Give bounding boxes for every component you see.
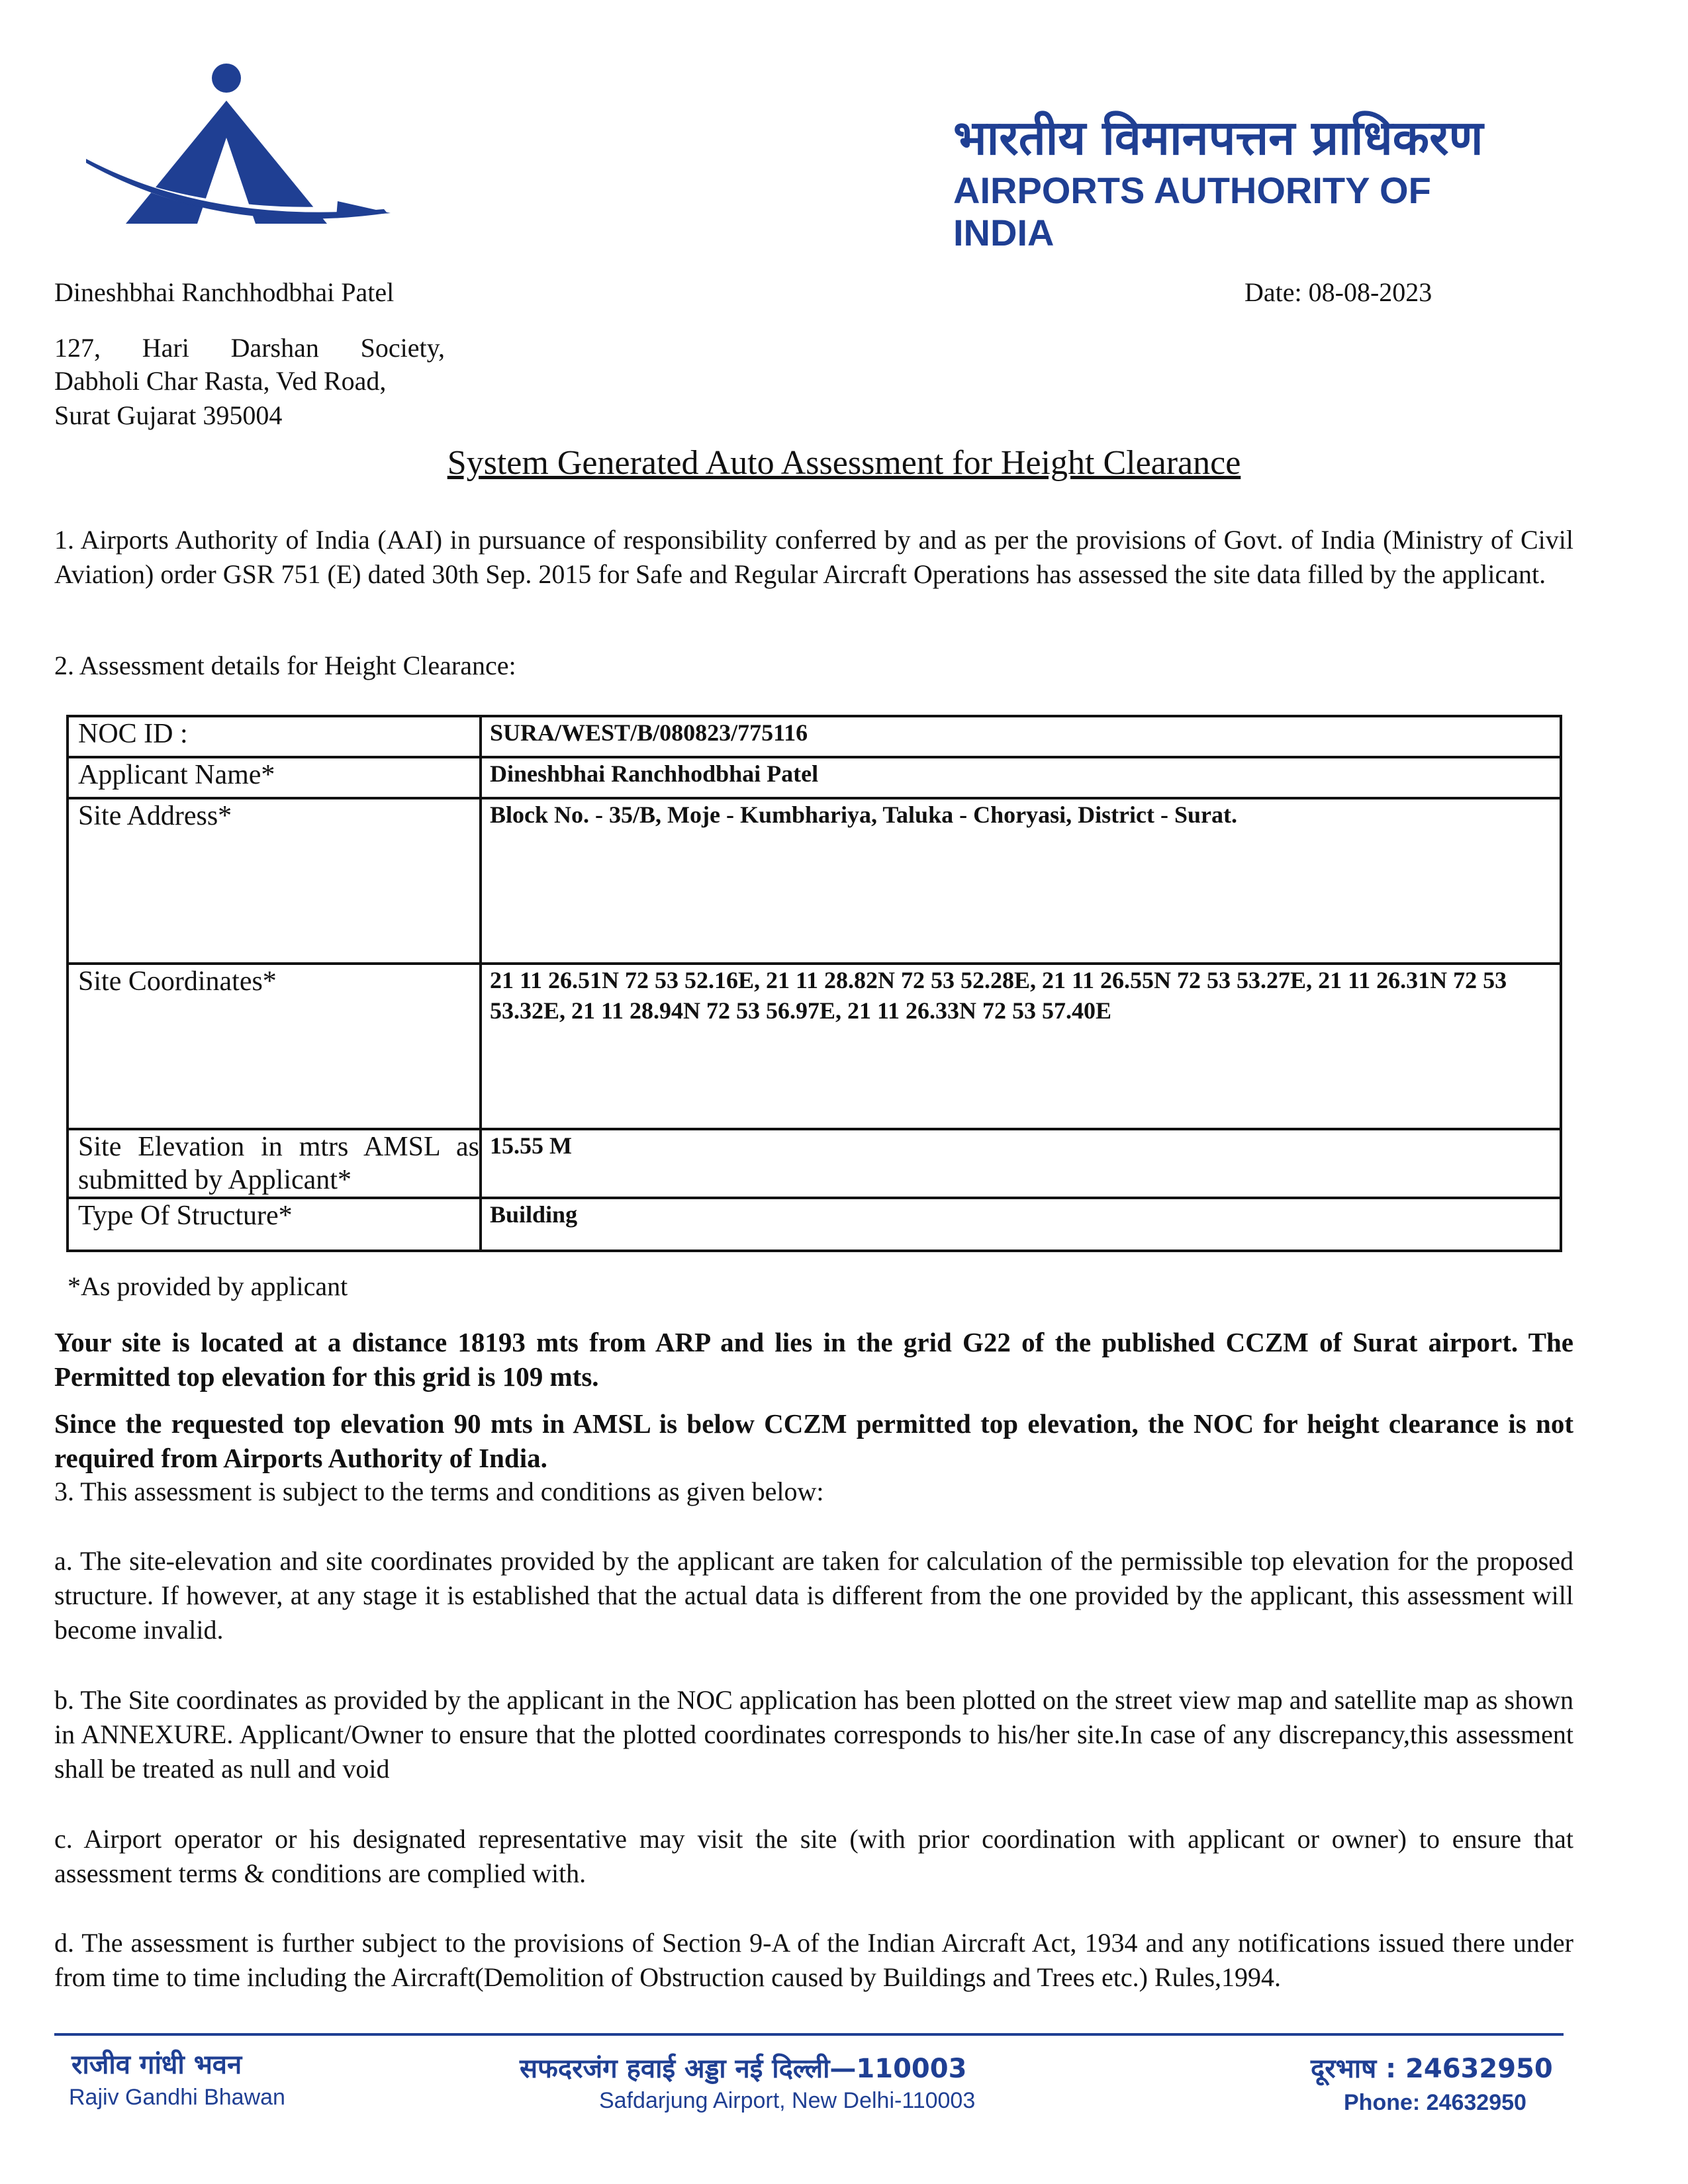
org-name-hindi: भारतीय विमानपत्तन प्राधिकरण [953, 110, 1483, 165]
table-row [68, 964, 1561, 1129]
footer-phone-english: Phone: 24632950 [1344, 2090, 1526, 2115]
recipient-name: Dineshbhai Ranchhodbhai Patel [54, 277, 395, 307]
paragraph-terms-heading: 3. This assessment is subject to the terms and conditions as given below: [54, 1477, 824, 1506]
document-title: System Generated Auto Assessment for Height Clearance [447, 444, 1241, 482]
noc-id-label: NOC ID : [68, 716, 481, 757]
site-address-label: Site Address* [68, 798, 481, 964]
structure-type-value: Building [481, 1198, 1561, 1251]
footnote: *As provided by applicant [68, 1271, 348, 1301]
paragraph-responsibility: 1. Airports Authority of India (AAI) in pursuance of responsibility conferred by and as per the provisions of Govt. of India (Ministry of Civil Aviation) order GSR 751 (E) dated 30th Sep. 2015 for Safe and Regular Aircraft Operations has assessed the site data filled by the applicant. [54, 525, 1573, 589]
site-coordinates-value: 21 11 26.51N 72 53 52.16E, 21 11 28.82N 72 53 52.28E, 21 11 26.55N 72 53 53.27E, 21 11 26.31N 72 53 53.32E, 21 11 28.94N 72 53 56.97E, 21 11 26.33N 72 53 57.40E [481, 964, 1561, 1129]
footer-building-hindi: राजीव गांधी भवन [71, 2050, 242, 2080]
paragraph-site-location: Your site is located at a distance 18193 mts from ARP and lies in the grid G22 of the published CCZM of Surat airport. The Permitted top elevation for this grid is 109 mts. [54, 1327, 1573, 1392]
footer-location-english: Safdarjung Airport, New Delhi-110003 [599, 2088, 976, 2113]
applicant-name-label: Applicant Name* [68, 757, 481, 798]
table-row [68, 798, 1561, 964]
paragraph-assessment-heading: 2. Assessment details for Height Clearance: [54, 651, 516, 680]
footer-location-hindi: सफदरजंग हवाई अड्डा नई दिल्ली—110003 [520, 2054, 967, 2084]
site-elevation-value: 15.55 M [481, 1129, 1561, 1198]
org-name-english: AIRPORTS AUTHORITY OF INDIA [953, 169, 1431, 253]
site-address-value: Block No. - 35/B, Moje - Kumbhariya, Taluka - Choryasi, District - Surat. [481, 798, 1561, 964]
condition-d: d. The assessment is further subject to the provisions of Section 9-A of the Indian Aircraft Act, 1934 and any notifications issued there under from time to time including the Aircraft(Demolition of Obstruction caused by Buildings and Trees etc.) Rules,1994. [54, 1928, 1573, 1992]
applicant-name-value: Dineshbhai Ranchhodbhai Patel [481, 757, 1561, 798]
footer-divider [54, 2033, 1564, 2036]
footer-building-english: Rajiv Gandhi Bhawan [69, 2085, 285, 2110]
footer-phone-hindi: दूरभाष : 24632950 [1311, 2054, 1553, 2084]
recipient-address-line: 127, Hari Darshan Society, [54, 333, 445, 363]
assessment-details-table [66, 715, 1562, 1252]
paragraph-noc-not-required: Since the requested top elevation 90 mts in AMSL is below CCZM permitted top elevation, the NOC for height clearance is not required from Airports Authority of India. [54, 1408, 1573, 1473]
condition-c: c. Airport operator or his designated representative may visit the site (with prior coordination with applicant or owner) to ensure that assessment terms & conditions are complied with. [54, 1824, 1573, 1888]
site-elevation-label: Site Elevation in mtrs AMSL as submitted by Applicant* [68, 1129, 481, 1198]
letter-date: Date: 08-08-2023 [1244, 277, 1432, 307]
condition-b: b. The Site coordinates as provided by the applicant in the NOC application has been plotted on the street view map and satellite map as shown in ANNEXURE. Applicant/Owner to ensure that the plotted coordinates corresponds to his/her site.In case of any discrepancy,this assessment shall be treated as null and void [54, 1685, 1573, 1784]
site-coordinates-label: Site Coordinates* [68, 964, 481, 1129]
recipient-address-line: Surat Gujarat 395004 [54, 400, 283, 430]
table-row [68, 1129, 1561, 1198]
aai-logo-icon [86, 60, 391, 232]
condition-a: a. The site-elevation and site coordinates provided by the applicant are taken for calculation of the permissible top elevation for the proposed structure. If however, at any stage it is established that the actual data is different from the one provided by the applicant, this assessment will become invalid. [54, 1546, 1573, 1645]
table-row [68, 757, 1561, 798]
noc-id-value: SURA/WEST/B/080823/775116 [481, 716, 1561, 757]
structure-type-label: Type Of Structure* [68, 1198, 481, 1251]
table-row [68, 1198, 1561, 1251]
table-row [68, 716, 1561, 757]
recipient-address-line: Dabholi Char Rasta, Ved Road, [54, 366, 387, 396]
